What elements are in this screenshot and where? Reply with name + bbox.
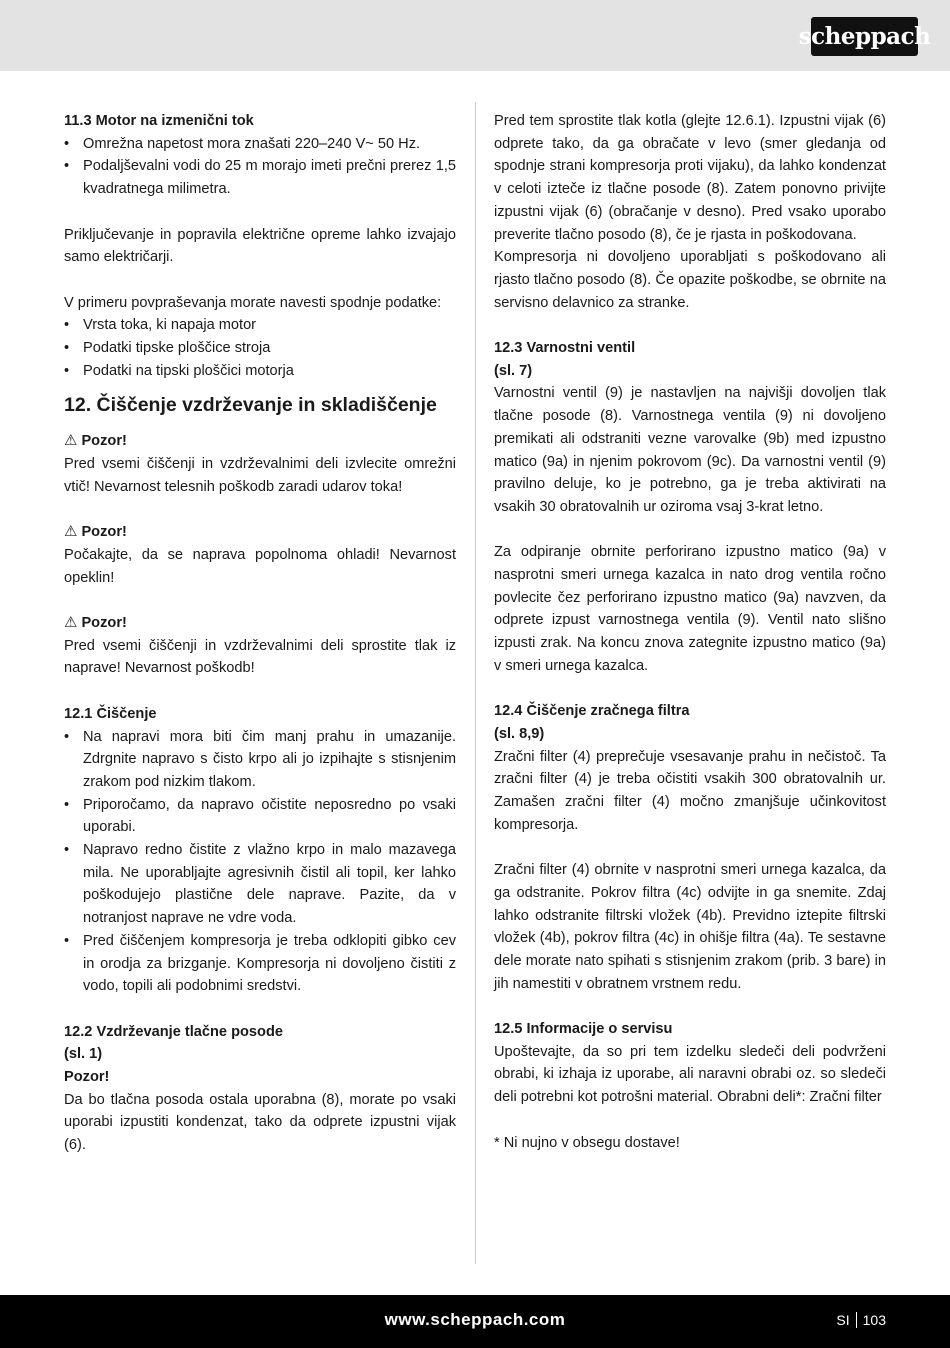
section-12-3-title: 12.3 Varnostni ventil	[494, 340, 636, 357]
page-number: 103	[862, 1312, 886, 1328]
warning-heading: Pozor!	[64, 1069, 110, 1086]
air-filter-removal-paragraph: Zračni filter (4) obrnite v nasprotni smeri urnega kazalca, da ga odstranite. Pokrov filtra (4c) odvijte in ga snemite. Zdaj lahko odstranite filtrski vložek (4b). Previdno iztepite filtrski vložek (4b), pokrov filtra (4c) in ohišje filtra (4a). Te sestavne dele morate nato spihati s stisnjenim zrakom (prib. 3 bare) in jih namestiti v obratnem vrstnem redu.	[494, 862, 886, 992]
list-item: • Podaljševalni vodi do 25 m morajo imeti prečni prerez 1,5 kvadratnega milimetra.	[64, 155, 456, 200]
column-divider	[475, 102, 476, 1264]
section-12-2-title: 12.2 Vzdrževanje tlačne posode	[64, 1023, 283, 1040]
inquiry-list	[64, 314, 456, 382]
figure-reference: (sl. 1)	[64, 1046, 103, 1063]
mains-voltage-list	[64, 133, 456, 201]
footnote: * Ni nujno v obsegu dostave!	[494, 1134, 680, 1151]
warning-triangle-icon: ⚠	[64, 523, 78, 541]
page-footer	[0, 1295, 950, 1348]
website-link[interactable]: www.scheppach.com	[384, 1310, 566, 1329]
section-12-1-title: 12.1 Čiščenje	[64, 705, 157, 722]
list-item: • Podatki tipske ploščice stroja	[64, 337, 456, 360]
electrician-paragraph: Priključevanje in popravila električne opreme lahko izvajajo samo električarji.	[64, 226, 456, 266]
list-item: • Priporočamo, da napravo očistite neposredno po vsaki uporabi.	[64, 794, 456, 839]
warning-text: Pred vsemi čiščenji in vzdrževalnimi deli sprostite tlak iz naprave! Nevarnost poškodb!	[64, 637, 456, 677]
safety-valve-paragraph: Varnostni ventil (9) je nastavljen na najvišji dovoljen tlak tlačne posode (8). Varnostnega ventila (9) ni dovoljeno premikati ali odstraniti vezne varovalke (9b) med izpustno matico (9a) in njenim pokrovom (9c). Da varnostni ventil (9) pravilno deluje, ko je potrebno, ga je treba aktivirati na vsakih 30 obratovalnih ur oziroma vsaj 3-krat letno.	[494, 385, 886, 515]
warning-triangle-icon: ⚠	[64, 432, 78, 450]
section-12-title: 12. Čiščenje vzdrževanje in skladiščenje	[64, 394, 437, 417]
section-12-4-title: 12.4 Čiščenje zračnega filtra	[494, 703, 690, 720]
warning-heading: ⚠ Pozor!	[64, 612, 456, 635]
page-header	[0, 0, 950, 71]
list-item: • Napravo redno čistite z vlažno krpo in malo mazavega mila. Ne uporabljajte agresivnih čistil ali topil, ker lahko poškodujejo plastične dele naprave. Pazite, da v notranjost naprave ne vdre voda.	[64, 839, 456, 930]
right-column	[494, 110, 886, 1154]
page-info	[836, 1312, 886, 1328]
language-code: SI	[836, 1312, 850, 1328]
warning-triangle-icon: ⚠	[64, 614, 78, 631]
warning-heading: ⚠ Pozor!	[64, 430, 456, 453]
brand-logo: scheppach	[811, 17, 918, 56]
list-item: • Omrežna napetost mora znašati 220–240 V~ 50 Hz.	[64, 133, 456, 156]
list-item: • Vrsta toka, ki napaja motor	[64, 314, 456, 337]
figure-reference: (sl. 7)	[494, 362, 533, 379]
page-separator	[856, 1312, 857, 1328]
section-12-5-title: 12.5 Informacije o servisu	[494, 1021, 673, 1038]
left-column	[64, 110, 456, 1157]
service-info-paragraph: Upoštevajte, da so pri tem izdelku sledeči deli podvrženi obrabi, ki izhaja iz uporabe, ali naravni obrabi oz. so sledeči deli potrebni kot potrošni material. Obrabni deli*: Zračni filter	[494, 1043, 886, 1106]
air-filter-paragraph: Zračni filter (4) preprečuje vsesavanje prahu in nečistoč. Ta zračni filter (4) je treba očistiti vsakih 300 obratovalnih ur. Zamašen zračni filter (4) močno zmanjšuje učinkovitost kompresorja.	[494, 748, 886, 833]
warning-text: Pred vsemi čiščenji in vzdrževalnimi deli izvlecite omrežni vtič! Nevarnost telesnih poškodb zaradi udarov toka!	[64, 456, 456, 495]
figure-reference: (sl. 8,9)	[494, 725, 545, 742]
warning-text: Počakajte, da se naprava popolnoma ohladi! Nevarnost opeklin!	[64, 546, 456, 586]
cleaning-list	[64, 726, 456, 998]
release-pressure-paragraph: Pred tem sprostite tlak kotla (glejte 12.6.1). Izpustni vijak (6) odprete tako, da ga obračate v levo (smer gledanja od spodnje strani kompresorja proti vijaku), da lahko kondenzat v celoti izteče iz tlačne posode (8). Zatem ponovno privijte izpustni vijak (6) (obračanje v desno). Pred vsako uporabo preverite tlačno posodo (8), če je rjasta in poškodovana.	[494, 113, 886, 243]
inquiry-paragraph: V primeru povpraševanja morate navesti spodnje podatke:	[64, 294, 442, 311]
list-item: • Podatki na tipski ploščici motorja	[64, 360, 456, 383]
warning-heading: ⚠ Pozor!	[64, 521, 456, 544]
list-item: • Na napravi mora biti čim manj prahu in umazanije. Zdrgnite napravo s čisto krpo ali jo izpihajte s stisnjenim zrakom pod nizkim tlakom.	[64, 726, 456, 794]
damaged-vessel-paragraph: Kompresorja ni dovoljeno uporabljati s poškodovano ali rjasto tlačno posodo (8). Če opazite poškodbe, se obrnite na servisno delavnico za stranke.	[494, 249, 886, 311]
list-item: • Pred čiščenjem kompresorja je treba odklopiti gibko cev in orodja za brizganje. Kompresorja ni dovoljeno čistiti z vodo, topili ali podobnimi sredstvi.	[64, 930, 456, 998]
pressure-vessel-paragraph: Da bo tlačna posoda ostala uporabna (8), morate po vsaki uporabi izpustiti kondenzat, tako da odprete izpustni vijak (6).	[64, 1091, 456, 1154]
section-11-3-title: 11.3 Motor na izmenični tok	[64, 113, 254, 129]
valve-opening-paragraph: Za odpiranje obrnite perforirano izpustno matico (9a) v nasprotni smeri urnega kazalca in nato drog ventila ročno povlecite čez perforirano izpustno matico (9a) navzven, da odprete izpust varnostnega ventila (9). Ventil nato slišno izpusti zrak. Na koncu znova zategnite izpustno matico (9a) v smeri urnega kazalca.	[494, 544, 886, 674]
